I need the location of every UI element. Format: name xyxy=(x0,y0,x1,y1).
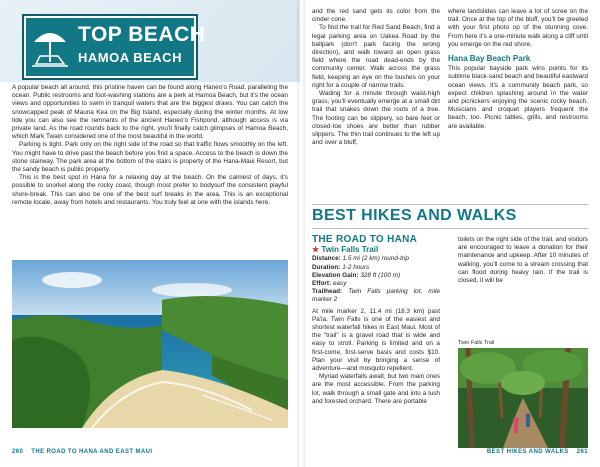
right-column-4 xyxy=(458,236,588,285)
paragraph: This is the best spot in Hana for a relaxing day at the beach. On the calmest of days, it's possible to snorkel along the rocky coast, though most prefer to bodysurf the consistent playful shore-break. This can also be one of the best surf breaks in the area. This is an exceptional remote locale, away from hotels and restaurants. You truly feel at one with the islands here. xyxy=(12,174,288,206)
top-beach-box xyxy=(22,14,206,80)
left-footer xyxy=(12,449,152,455)
section-title: BEST HIKES AND WALKS xyxy=(312,207,517,224)
paragraph: Parking is tight. Park only on the right side of the road so that traffic flows smoothly on the left. You might have to drive past the beach before you find a space. Access to the beach is down the stone stairway. The park area at the bottom of the stairs is property of the Hana-Maui Resort, but the sandy beach is public property. xyxy=(12,141,288,174)
paragraph: where landslides can leave a lot of scree on the trail. Once at the top of the bluff, you'll be greeted with your first photo op of the stunning cove. From here it's a one-minute walk along a cliff until you emerge on the red shore. xyxy=(448,8,588,48)
stat-elevation: Elevation Gain: 328 ft (100 m) xyxy=(312,271,401,279)
left-body-text xyxy=(12,84,288,207)
box-subtitle: HAMOA BEACH xyxy=(78,50,182,65)
paragraph: At mile marker 2, 11.4 mi (18.3 km) past Pa'ia, Twin Falls is one of the easiest and shortest waterfall hikes in East Maui. Most of the "trail" is a gravel road that is wide and easy to stroll. Parking is limited and on a first-come, first-serve basis and costs $10. Plan your visit by bringing a sense of adventure—and mosquito repellent. xyxy=(312,307,440,373)
paragraph: Myriad waterfalls await, but two main ones are the most accessible. From the parking lot, walk through a small gate and into a lush and forested orchard. There are portable xyxy=(312,373,440,405)
road-heading: THE ROAD TO HANA xyxy=(312,234,418,245)
right-column-3 xyxy=(312,236,440,406)
beach-photo xyxy=(12,260,288,428)
subhead-hana-bay: Hana Bay Beach Park xyxy=(448,54,531,64)
running-head: THE ROAD TO HANA AND EAST MAUI xyxy=(31,449,153,455)
paragraph: toilets on the right side of the trail, and visitors are encouraged to leave a donation for their maintenance and upkeep. After 10 minutes of walking, you'll come to a stream crossing that can flood during heavy rain. If the trail is closed, it will be xyxy=(458,236,588,285)
divider xyxy=(312,204,588,205)
trail-photo-figure xyxy=(458,340,588,448)
beach-umbrella-icon xyxy=(30,24,70,68)
running-head: BEST HIKES AND WALKS xyxy=(486,449,569,455)
box-title: TOP BEACH xyxy=(78,23,206,46)
stat-duration: Duration: 1-2 hours xyxy=(312,263,370,271)
paragraph: and the red sand gets its color from the cinder cone. xyxy=(312,8,440,24)
divider xyxy=(312,228,588,229)
trail-photo xyxy=(458,348,588,448)
paragraph: This popular bayside park wins points for its sublime black-sand beach and beautiful eastward ocean views. It's a community beach park, so expect children splashing around in the water and picnickers enjoying the scenic rocky beach. Musicians and croquet players frequent the beach, too. Picnic tables, grills, and restrooms are available. xyxy=(448,65,588,130)
star-icon: ★ xyxy=(312,245,322,255)
paragraph: Wading for a minute through waist-high grass, you'll eventually emerge at a small dirt trail that snakes down the roots of a tree. The footing can be slippery, so bare feet or closed-toe shoes are better than rubber slippers. The thin trail continues to the left up and over a bluff, xyxy=(312,90,440,147)
photo-caption: Twin Falls Trail xyxy=(458,340,495,346)
right-column-2 xyxy=(448,8,588,131)
paragraph: To find the trail for Red Sand Beach, find a legal parking area on Uakea Road by the ballpark (don't park facing the wrong direction), and walk toward an open grass field where the road dead-ends by the community center. Walk across the grass field, keeping an eye on the bushes on your right for a couple of narrow trails. xyxy=(312,24,440,89)
page-number: 261 xyxy=(576,449,588,455)
trail-name: Twin Falls Trail xyxy=(321,245,379,255)
trail-heading xyxy=(312,246,440,254)
stat-distance: Distance: 1.5 mi (2 km) round-trip xyxy=(312,255,409,263)
right-footer xyxy=(487,449,588,455)
paragraph: A popular beach all around, this pristine haven can be found along Haneo'o Road, paralleling the ocean. Public restrooms and foot-washing stations are a perk at Hamoa Beach, but it's the ocean views and opportunities to swim in tranquil waters that are the biggest draws. You can catch the snowcapped peak of Mauna Kea on the Big Island, especially during the winter months. At low tide you can also see the remnants of the ancient Haneo'o Fishpond, although access is via private land. As the road rounds back to the right, you'll finally catch glimpses of Hamoa Beach, which Mark Twain considered one of the most beautiful in the world. xyxy=(12,84,288,141)
stat-effort: Effort: easy xyxy=(312,280,347,288)
stat-trailhead: Trailhead: Twin Falls parking lot, mile marker 2 xyxy=(312,288,440,304)
right-column-1 xyxy=(312,8,440,147)
page-number: 260 xyxy=(12,449,24,455)
